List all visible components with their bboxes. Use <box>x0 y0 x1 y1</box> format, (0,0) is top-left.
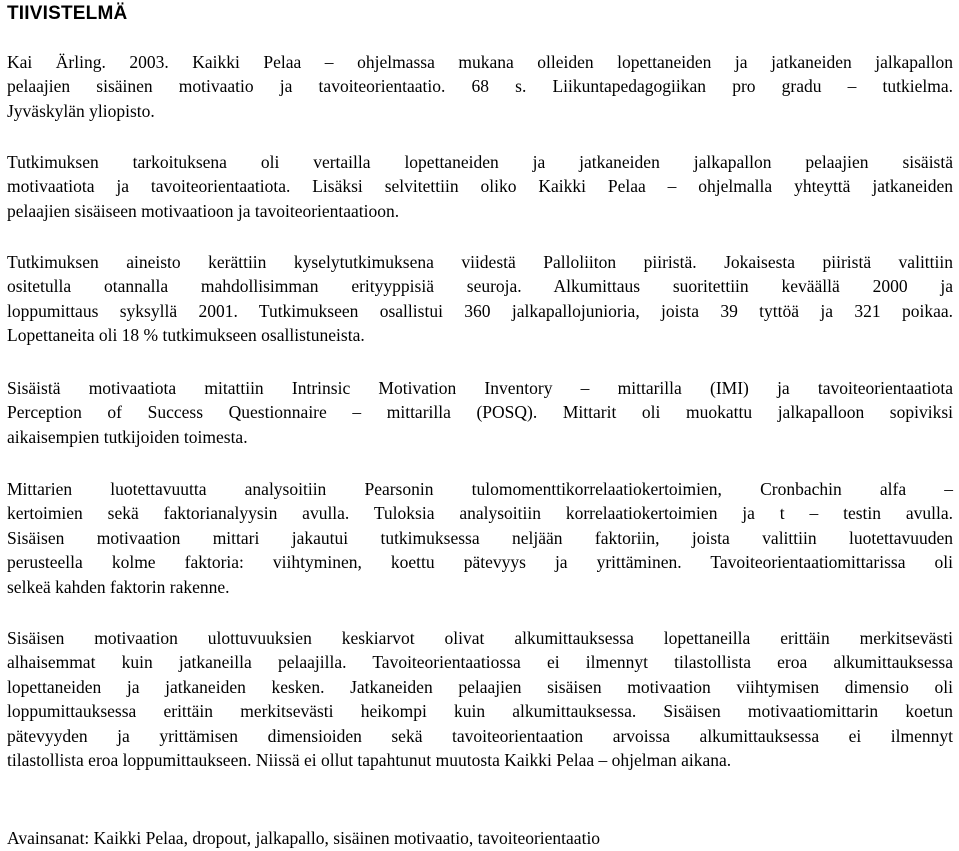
text-line: Kai Ärling. 2003. Kaikki Pelaa – ohjelmassa mukana olleiden lopettaneiden ja jatkaneiden jalkapallon <box>7 52 953 72</box>
text-line: lopettaneiden ja jatkaneiden kesken. Jatkaneiden pelaajien sisäisen motivaation viihtymisen dimensio oli <box>7 676 953 697</box>
data-paragraph <box>7 250 953 348</box>
methods-paragraph <box>7 376 953 449</box>
text-line: ositetulla otannalla mahdollisimman erityyppisiä seuroja. Alkumittaus suoritettiin keväällä 2000 ja <box>7 276 953 297</box>
text-line: pelaajien sisäinen motivaatio ja tavoiteorientaatio. 68 s. Liikuntapedagogiikan pro gradu – tutkielma. <box>7 76 953 97</box>
text-line: kertoimien sekä faktorianalyysin avulla. Tuloksia analysoitiin korrelaatiokertoimien ja t – testin avulla. <box>7 503 953 524</box>
text-line: loppumittaus syksyllä 2001. Tutkimukseen osallistui 360 jalkapallojunioria, joista 39 tyttöä ja 321 poikaa. <box>7 300 953 321</box>
citation-paragraph <box>7 50 953 123</box>
text-line: loppumittauksessa erittäin merkitsevästi heikompi kuin alkumittauksessa. Sisäisen motivaatiomittarin koetun <box>7 701 953 722</box>
document-heading: TIIVISTELMÄ <box>7 3 128 24</box>
text-line: Tutkimuksen aineisto kerättiin kyselytutkimuksena viidestä Palloliiton piiristä. Jokaisesta piiristä valittiin <box>7 252 953 272</box>
text-line: Lopettaneita oli 18 % tutkimukseen osallistuneista. <box>7 325 365 346</box>
keywords-paragraph <box>7 826 953 850</box>
text-line: Mittarien luotettavuutta analysoitiin Pearsonin tulomomenttikorrelaatiokertoimien, Cronbachin alfa – <box>7 479 953 499</box>
text-line: Sisäisen motivaation mittari jakautui tutkimuksessa neljään faktoriin, joista valittiin luotettavuuden <box>7 527 953 548</box>
text-line: Jyväskylän yliopisto. <box>7 100 155 121</box>
text-line: tilastollista eroa loppumittaukseen. Niissä ei ollut tapahtunut muutosta Kaikki Pelaa – ohjelman aikana. <box>7 750 732 771</box>
text-line: Sisäisen motivaation ulottuvuuksien keskiarvot olivat alkumittauksessa lopettaneilla erittäin merkitsevästi <box>7 628 953 648</box>
results-paragraph <box>7 626 953 772</box>
purpose-paragraph <box>7 150 953 223</box>
text-line: pelaajien sisäiseen motivaatioon ja tavoiteorientaatioon. <box>7 200 400 221</box>
keywords-line: Avainsanat: Kaikki Pelaa, dropout, jalkapallo, sisäinen motivaatio, tavoiteorientaatio <box>7 828 601 848</box>
analysis-paragraph <box>7 477 953 599</box>
text-line: Sisäistä motivaatiota mitattiin Intrinsic Motivation Inventory – mittarilla (IMI) ja tavoiteorientaatiota <box>7 378 953 398</box>
text-line: aikaisempien tutkijoiden toimesta. <box>7 426 248 447</box>
text-line: motivaatiota ja tavoiteorientaatiota. Lisäksi selvitettiin oliko Kaikki Pelaa – ohjelmalla yhteyttä jatkaneiden <box>7 176 953 197</box>
text-line: alhaisemmat kuin jatkaneilla pelaajilla. Tavoiteorientaatiossa ei ilmennyt tilastollista eroa alkumittauksessa <box>7 652 953 673</box>
text-line: pätevyyden ja yrittämisen dimensioiden sekä tavoiteorientaation arvoissa alkumittauksessa ei ilmennyt <box>7 725 953 746</box>
text-line: Tutkimuksen tarkoituksena oli vertailla lopettaneiden ja jatkaneiden jalkapallon pelaajien sisäistä <box>7 152 953 172</box>
text-line: perusteella kolme faktoria: viihtyminen, koettu pätevyys ja yrittäminen. Tavoiteorientaatiomittarissa oli <box>7 552 953 573</box>
text-line: selkeä kahden faktorin rakenne. <box>7 576 230 597</box>
text-line: Perception of Success Questionnaire – mittarilla (POSQ). Mittarit oli muokattu jalkapalloon sopiviksi <box>7 402 953 423</box>
